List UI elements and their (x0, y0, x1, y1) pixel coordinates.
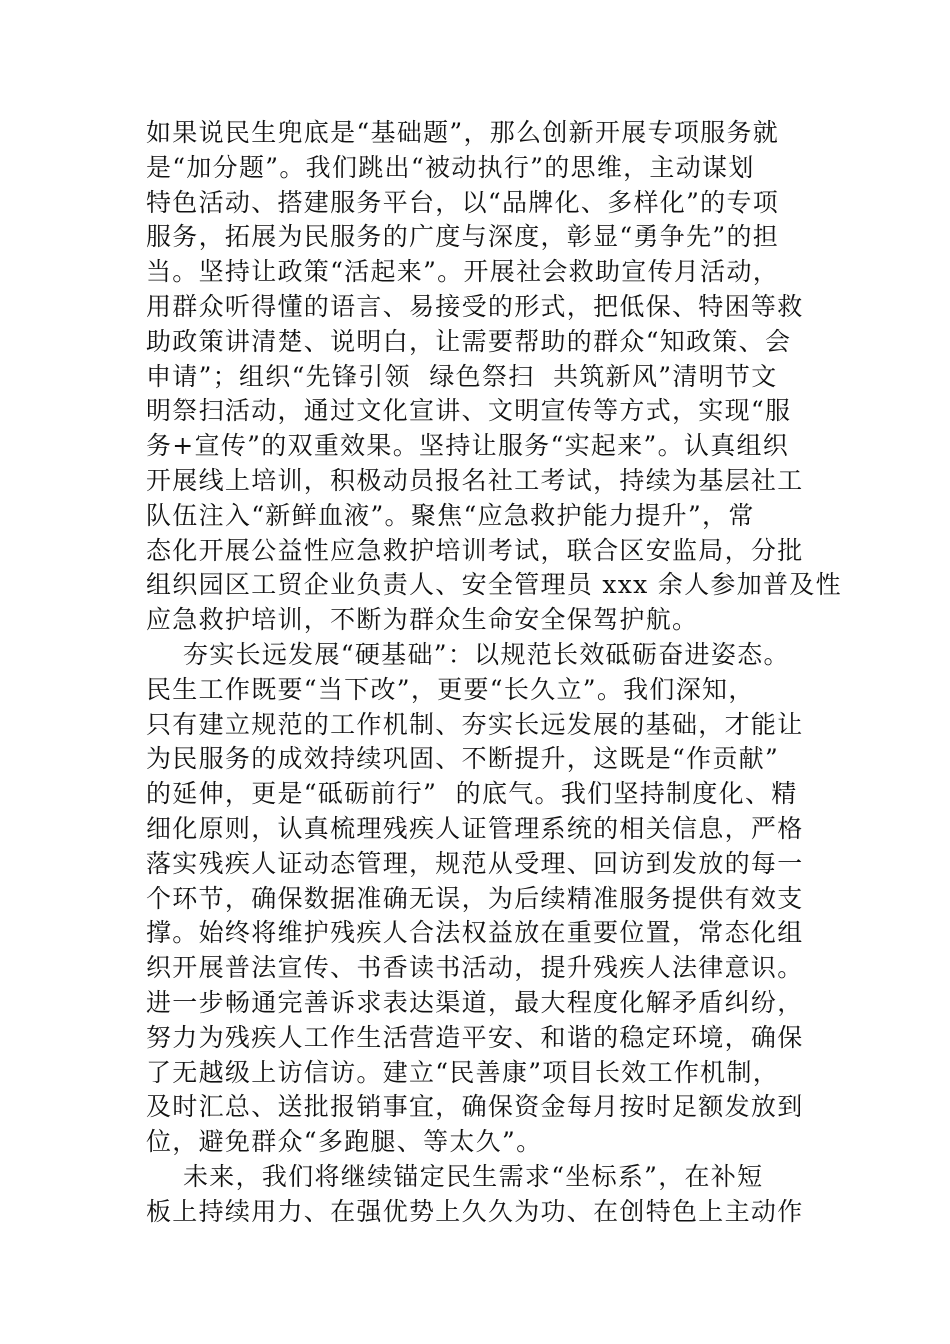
text-line: 务+宣传”的双重效果。坚持让服务“实起来”。认真组织 (146, 431, 790, 461)
text-line: 落实残疾人证动态管理，规范从受理、回访到发放的每一 (146, 848, 804, 878)
text-line: 个环节，确保数据准确无误，为后续精准服务提供有效支 (146, 883, 804, 913)
text-line: 组织园区工贸企业负责人、安全管理员 xxx 余人参加普及性 (146, 570, 842, 600)
text-line: 努力为残疾人工作生活营造平安、和谐的稳定环境，确保 (146, 1022, 804, 1052)
text-line: 特色活动、搭建服务平台，以“品牌化、多样化”的专项 (146, 187, 780, 217)
text-line: 开展线上培训，积极动员报名社工考试，持续为基层社工 (146, 465, 804, 495)
text-line: 及时汇总、送批报销事宜，确保资金每月按时足额发放到 (146, 1092, 804, 1122)
text-line: 如果说民生兜底是“基础题”，那么创新开展专项服务就 (146, 118, 780, 147)
text-line: 板上持续用力、在强优势上久久为功、在创特色上主动作 (146, 1196, 804, 1226)
text-line: 队伍注入“新鲜血液”。聚焦“应急救护能力提升”，常 (146, 500, 755, 530)
text-line: 位，避免群众“多跑腿、等太久”。 (146, 1127, 543, 1157)
text-line: 态化开展公益性应急救护培训考试，联合区安监局，分批 (146, 535, 804, 565)
text-line: 当。坚持让政策“活起来”。开展社会救助宣传月活动， (146, 257, 780, 287)
text-line: 细化原则，认真梳理残疾人证管理系统的相关信息，严格 (146, 813, 804, 843)
text-line: 申请”；组织“先锋引领 绿色祭扫 共筑新风”清明节文 (146, 361, 778, 391)
text-line: 用群众听得懂的语言、易接受的形式，把低保、特困等救 (146, 291, 804, 321)
text-line: 民生工作既要“当下改”，更要“长久立”。我们深知， (146, 674, 755, 704)
text-line: 未来，我们将继续锚定民生需求“坐标系”，在补短 (146, 1161, 764, 1191)
text-line: 进一步畅通完善诉求表达渠道，最大程度化解矛盾纠纷， (146, 987, 804, 1017)
text-line: 了无越级上访信访。建立“民善康”项目长效工作机制， (146, 1057, 780, 1087)
text-line: 应急救护培训，不断为群众生命安全保驾护航。 (146, 605, 699, 635)
text-line: 只有建立规范的工作机制、夯实长远发展的基础，才能让 (146, 709, 804, 739)
text-line: 撑。始终将维护残疾人合法权益放在重要位置，常态化组 (146, 918, 804, 948)
text-line: 助政策讲清楚、说明白，让需要帮助的群众“知政策、会 (146, 326, 792, 356)
text-line: 织开展普法宣传、书香读书活动，提升残疾人法律意识。 (146, 953, 804, 983)
text-line: 服务，拓展为民服务的广度与深度，彰显“勇争先”的担 (146, 222, 780, 252)
text-line: 明祭扫活动，通过文化宣讲、文明宣传等方式，实现“服 (146, 396, 792, 426)
text-line: 是“加分题”。我们跳出“被动执行”的思维，主动谋划 (146, 152, 755, 182)
document-body (146, 116, 842, 1230)
text-line: 夯实长远发展“硬基础”：以规范长效砥砺奋进姿态。 (146, 639, 790, 669)
text-line: 为民服务的成效持续巩固、不断提升，这既是“作贡献” (146, 744, 780, 774)
text-line: 的延伸，更是“砥砺前行” 的底气。我们坚持制度化、精 (146, 779, 798, 809)
